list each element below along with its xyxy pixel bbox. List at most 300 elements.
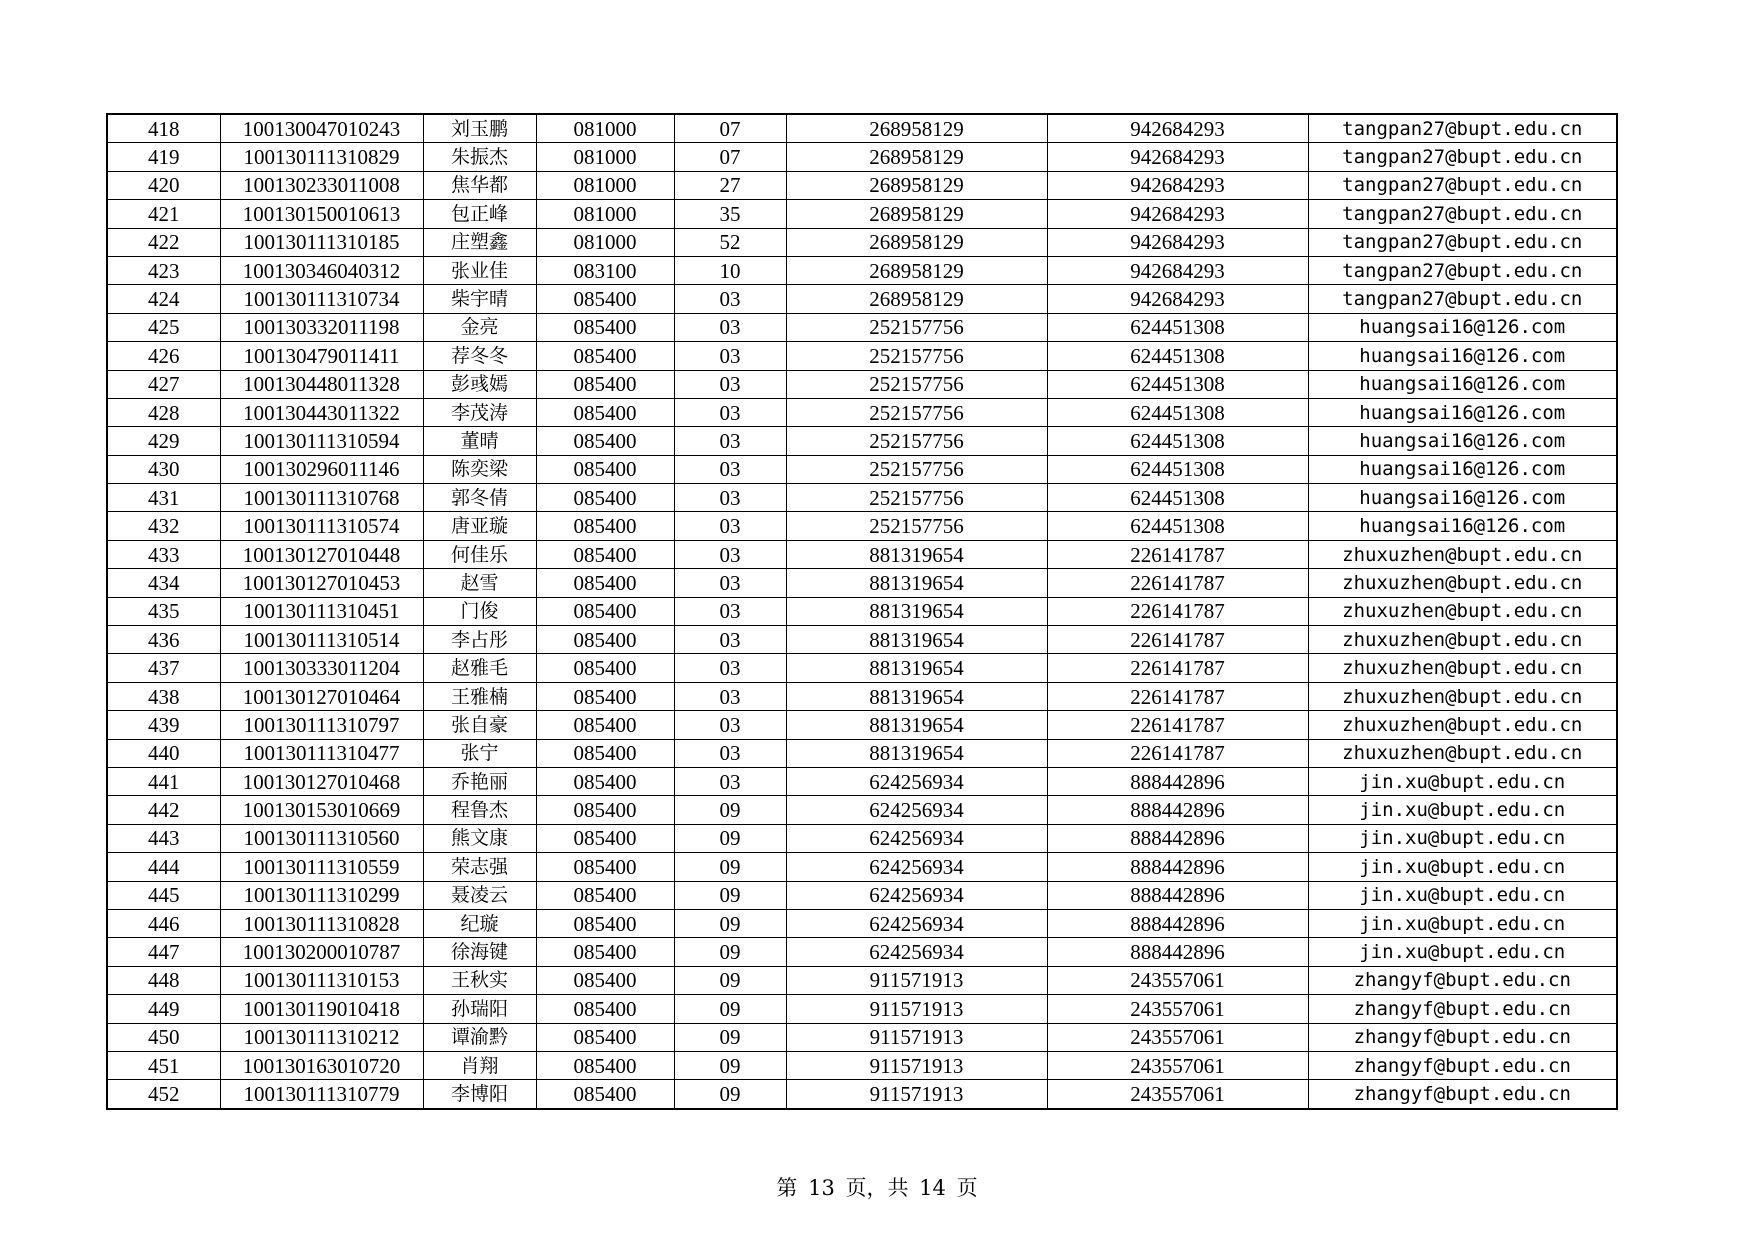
email-cell: zhuxuzhen@bupt.edu.cn — [1308, 540, 1617, 568]
direction-code-cell: 03 — [674, 370, 786, 398]
name-cell: 张业佳 — [423, 256, 536, 284]
contact-b-cell: 624451308 — [1047, 427, 1308, 455]
direction-code-cell: 09 — [674, 853, 786, 881]
table-row — [107, 484, 1617, 512]
table-row — [107, 256, 1617, 284]
name-cell: 陈奕梁 — [423, 455, 536, 483]
name-cell: 庄塑鑫 — [423, 228, 536, 256]
row-index-cell: 442 — [107, 796, 220, 824]
contact-a-cell: 911571913 — [786, 1080, 1047, 1109]
table-row — [107, 427, 1617, 455]
contact-a-cell: 624256934 — [786, 881, 1047, 909]
table-row — [107, 200, 1617, 228]
contact-b-cell: 942684293 — [1047, 200, 1308, 228]
candidate-id-cell: 100130111310574 — [220, 512, 423, 540]
name-cell: 程鲁杰 — [423, 796, 536, 824]
email-cell: tangpan27@bupt.edu.cn — [1308, 256, 1617, 284]
email-cell: jin.xu@bupt.edu.cn — [1308, 938, 1617, 966]
name-cell: 孙瑞阳 — [423, 995, 536, 1023]
table-row — [107, 512, 1617, 540]
row-index-cell: 433 — [107, 540, 220, 568]
major-code-cell: 085400 — [536, 540, 674, 568]
row-index-cell: 428 — [107, 398, 220, 426]
row-index-cell: 426 — [107, 342, 220, 370]
email-cell: zhuxuzhen@bupt.edu.cn — [1308, 654, 1617, 682]
candidate-id-cell: 100130233011008 — [220, 171, 423, 199]
major-code-cell: 085400 — [536, 512, 674, 540]
direction-code-cell: 09 — [674, 909, 786, 937]
contact-a-cell: 252157756 — [786, 370, 1047, 398]
contact-b-cell: 226141787 — [1047, 540, 1308, 568]
direction-code-cell: 03 — [674, 342, 786, 370]
direction-code-cell: 03 — [674, 427, 786, 455]
candidate-id-cell: 100130111310594 — [220, 427, 423, 455]
contact-b-cell: 624451308 — [1047, 313, 1308, 341]
direction-code-cell: 09 — [674, 966, 786, 994]
contact-a-cell: 624256934 — [786, 909, 1047, 937]
major-code-cell: 085400 — [536, 853, 674, 881]
row-index-cell: 441 — [107, 767, 220, 795]
contact-b-cell: 243557061 — [1047, 1051, 1308, 1079]
contact-a-cell: 911571913 — [786, 1051, 1047, 1079]
table-row — [107, 1051, 1617, 1079]
row-index-cell: 437 — [107, 654, 220, 682]
candidate-id-cell: 100130127010464 — [220, 682, 423, 710]
contact-a-cell: 624256934 — [786, 853, 1047, 881]
major-code-cell: 085400 — [536, 1080, 674, 1109]
email-cell: tangpan27@bupt.edu.cn — [1308, 114, 1617, 143]
major-code-cell: 085400 — [536, 626, 674, 654]
candidate-id-cell: 100130163010720 — [220, 1051, 423, 1079]
contact-b-cell: 624451308 — [1047, 484, 1308, 512]
email-cell: huangsai16@126.com — [1308, 455, 1617, 483]
email-cell: zhuxuzhen@bupt.edu.cn — [1308, 739, 1617, 767]
candidate-id-cell: 100130111310212 — [220, 1023, 423, 1051]
contact-b-cell: 888442896 — [1047, 853, 1308, 881]
contact-b-cell: 888442896 — [1047, 767, 1308, 795]
major-code-cell: 085400 — [536, 1023, 674, 1051]
table-row — [107, 966, 1617, 994]
direction-code-cell: 03 — [674, 540, 786, 568]
contact-a-cell: 268958129 — [786, 256, 1047, 284]
contact-b-cell: 226141787 — [1047, 682, 1308, 710]
name-cell: 肖翔 — [423, 1051, 536, 1079]
contact-a-cell: 881319654 — [786, 682, 1047, 710]
contact-b-cell: 624451308 — [1047, 370, 1308, 398]
table-row — [107, 313, 1617, 341]
name-cell: 赵雅毛 — [423, 654, 536, 682]
direction-code-cell: 03 — [674, 484, 786, 512]
major-code-cell: 085400 — [536, 398, 674, 426]
name-cell: 荣志强 — [423, 853, 536, 881]
major-code-cell: 085400 — [536, 881, 674, 909]
candidate-id-cell: 100130448011328 — [220, 370, 423, 398]
major-code-cell: 085400 — [536, 484, 674, 512]
direction-code-cell: 09 — [674, 1051, 786, 1079]
row-index-cell: 439 — [107, 711, 220, 739]
table-row — [107, 711, 1617, 739]
major-code-cell: 085400 — [536, 370, 674, 398]
contact-a-cell: 881319654 — [786, 626, 1047, 654]
direction-code-cell: 09 — [674, 1080, 786, 1109]
direction-code-cell: 35 — [674, 200, 786, 228]
major-code-cell: 085400 — [536, 824, 674, 852]
name-cell: 聂凌云 — [423, 881, 536, 909]
major-code-cell: 085400 — [536, 427, 674, 455]
direction-code-cell: 03 — [674, 569, 786, 597]
email-cell: zhangyf@bupt.edu.cn — [1308, 1080, 1617, 1109]
row-index-cell: 423 — [107, 256, 220, 284]
direction-code-cell: 03 — [674, 313, 786, 341]
major-code-cell: 085400 — [536, 313, 674, 341]
name-cell: 焦华都 — [423, 171, 536, 199]
candidate-id-cell: 100130111310299 — [220, 881, 423, 909]
row-index-cell: 429 — [107, 427, 220, 455]
major-code-cell: 083100 — [536, 256, 674, 284]
contact-a-cell: 881319654 — [786, 569, 1047, 597]
candidate-id-cell: 100130111310797 — [220, 711, 423, 739]
contact-a-cell: 911571913 — [786, 1023, 1047, 1051]
name-cell: 乔艳丽 — [423, 767, 536, 795]
contact-b-cell: 243557061 — [1047, 1023, 1308, 1051]
contact-b-cell: 942684293 — [1047, 171, 1308, 199]
table-row — [107, 540, 1617, 568]
table-body — [107, 114, 1617, 1109]
name-cell: 刘玉鹏 — [423, 114, 536, 143]
direction-code-cell: 03 — [674, 682, 786, 710]
name-cell: 荐冬冬 — [423, 342, 536, 370]
contact-a-cell: 252157756 — [786, 484, 1047, 512]
table-row — [107, 342, 1617, 370]
direction-code-cell: 09 — [674, 824, 786, 852]
row-index-cell: 443 — [107, 824, 220, 852]
direction-code-cell: 09 — [674, 1023, 786, 1051]
email-cell: huangsai16@126.com — [1308, 342, 1617, 370]
row-index-cell: 450 — [107, 1023, 220, 1051]
row-index-cell: 440 — [107, 739, 220, 767]
applicant-table — [106, 113, 1618, 1110]
table-row — [107, 682, 1617, 710]
contact-a-cell: 268958129 — [786, 143, 1047, 171]
major-code-cell: 085400 — [536, 966, 674, 994]
major-code-cell: 085400 — [536, 796, 674, 824]
name-cell: 王雅楠 — [423, 682, 536, 710]
name-cell: 金亮 — [423, 313, 536, 341]
contact-a-cell: 881319654 — [786, 654, 1047, 682]
email-cell: zhangyf@bupt.edu.cn — [1308, 995, 1617, 1023]
table-row — [107, 853, 1617, 881]
name-cell: 张宁 — [423, 739, 536, 767]
major-code-cell: 081000 — [536, 143, 674, 171]
candidate-id-cell: 100130111310828 — [220, 909, 423, 937]
contact-a-cell: 268958129 — [786, 171, 1047, 199]
direction-code-cell: 03 — [674, 512, 786, 540]
major-code-cell: 085400 — [536, 711, 674, 739]
email-cell: tangpan27@bupt.edu.cn — [1308, 143, 1617, 171]
name-cell: 李占彤 — [423, 626, 536, 654]
table-row — [107, 285, 1617, 313]
email-cell: tangpan27@bupt.edu.cn — [1308, 200, 1617, 228]
table-row — [107, 654, 1617, 682]
email-cell: zhuxuzhen@bupt.edu.cn — [1308, 682, 1617, 710]
candidate-id-cell: 100130333011204 — [220, 654, 423, 682]
direction-code-cell: 27 — [674, 171, 786, 199]
name-cell: 徐海键 — [423, 938, 536, 966]
contact-a-cell: 911571913 — [786, 966, 1047, 994]
contact-b-cell: 888442896 — [1047, 938, 1308, 966]
candidate-id-cell: 100130346040312 — [220, 256, 423, 284]
table-row — [107, 398, 1617, 426]
contact-b-cell: 942684293 — [1047, 143, 1308, 171]
row-index-cell: 435 — [107, 597, 220, 625]
table-row — [107, 938, 1617, 966]
table-row — [107, 171, 1617, 199]
major-code-cell: 085400 — [536, 739, 674, 767]
name-cell: 郭冬倩 — [423, 484, 536, 512]
contact-b-cell: 243557061 — [1047, 995, 1308, 1023]
candidate-id-cell: 100130150010613 — [220, 200, 423, 228]
candidate-id-cell: 100130119010418 — [220, 995, 423, 1023]
email-cell: jin.xu@bupt.edu.cn — [1308, 796, 1617, 824]
contact-a-cell: 252157756 — [786, 455, 1047, 483]
contact-b-cell: 888442896 — [1047, 909, 1308, 937]
name-cell: 张自豪 — [423, 711, 536, 739]
major-code-cell: 085400 — [536, 767, 674, 795]
name-cell: 何佳乐 — [423, 540, 536, 568]
major-code-cell: 085400 — [536, 569, 674, 597]
candidate-id-cell: 100130111310185 — [220, 228, 423, 256]
name-cell: 李茂涛 — [423, 398, 536, 426]
candidate-id-cell: 100130479011411 — [220, 342, 423, 370]
table-row — [107, 909, 1617, 937]
contact-a-cell: 624256934 — [786, 938, 1047, 966]
candidate-id-cell: 100130296011146 — [220, 455, 423, 483]
contact-a-cell: 252157756 — [786, 398, 1047, 426]
candidate-id-cell: 100130111310768 — [220, 484, 423, 512]
contact-a-cell: 268958129 — [786, 114, 1047, 143]
major-code-cell: 085400 — [536, 909, 674, 937]
direction-code-cell: 03 — [674, 285, 786, 313]
contact-a-cell: 268958129 — [786, 200, 1047, 228]
direction-code-cell: 10 — [674, 256, 786, 284]
contact-b-cell: 226141787 — [1047, 739, 1308, 767]
candidate-id-cell: 100130111310829 — [220, 143, 423, 171]
candidate-id-cell: 100130111310153 — [220, 966, 423, 994]
table-row — [107, 1080, 1617, 1109]
major-code-cell: 085400 — [536, 597, 674, 625]
email-cell: huangsai16@126.com — [1308, 398, 1617, 426]
major-code-cell: 081000 — [536, 228, 674, 256]
row-index-cell: 430 — [107, 455, 220, 483]
contact-a-cell: 268958129 — [786, 285, 1047, 313]
contact-a-cell: 881319654 — [786, 597, 1047, 625]
contact-b-cell: 226141787 — [1047, 711, 1308, 739]
row-index-cell: 422 — [107, 228, 220, 256]
contact-a-cell: 268958129 — [786, 228, 1047, 256]
direction-code-cell: 07 — [674, 143, 786, 171]
direction-code-cell: 09 — [674, 938, 786, 966]
direction-code-cell: 03 — [674, 739, 786, 767]
row-index-cell: 434 — [107, 569, 220, 597]
row-index-cell: 425 — [107, 313, 220, 341]
table-row — [107, 739, 1617, 767]
candidate-id-cell: 100130127010448 — [220, 540, 423, 568]
name-cell: 包正峰 — [423, 200, 536, 228]
table-row — [107, 626, 1617, 654]
candidate-id-cell: 100130153010669 — [220, 796, 423, 824]
direction-code-cell: 03 — [674, 767, 786, 795]
direction-code-cell: 03 — [674, 654, 786, 682]
contact-a-cell: 252157756 — [786, 427, 1047, 455]
direction-code-cell: 03 — [674, 455, 786, 483]
table-row — [107, 1023, 1617, 1051]
contact-b-cell: 226141787 — [1047, 626, 1308, 654]
email-cell: zhangyf@bupt.edu.cn — [1308, 1023, 1617, 1051]
contact-a-cell: 881319654 — [786, 540, 1047, 568]
email-cell: jin.xu@bupt.edu.cn — [1308, 824, 1617, 852]
direction-code-cell: 09 — [674, 995, 786, 1023]
email-cell: huangsai16@126.com — [1308, 427, 1617, 455]
row-index-cell: 446 — [107, 909, 220, 937]
row-index-cell: 427 — [107, 370, 220, 398]
row-index-cell: 424 — [107, 285, 220, 313]
contact-a-cell: 252157756 — [786, 313, 1047, 341]
contact-b-cell: 624451308 — [1047, 342, 1308, 370]
candidate-id-cell: 100130332011198 — [220, 313, 423, 341]
row-index-cell: 448 — [107, 966, 220, 994]
row-index-cell: 421 — [107, 200, 220, 228]
major-code-cell: 085400 — [536, 285, 674, 313]
candidate-id-cell: 100130111310734 — [220, 285, 423, 313]
table-row — [107, 824, 1617, 852]
contact-b-cell: 942684293 — [1047, 114, 1308, 143]
email-cell: jin.xu@bupt.edu.cn — [1308, 767, 1617, 795]
contact-b-cell: 226141787 — [1047, 569, 1308, 597]
contact-b-cell: 226141787 — [1047, 597, 1308, 625]
row-index-cell: 431 — [107, 484, 220, 512]
name-cell: 唐亚璇 — [423, 512, 536, 540]
email-cell: jin.xu@bupt.edu.cn — [1308, 881, 1617, 909]
table-row — [107, 569, 1617, 597]
direction-code-cell: 03 — [674, 711, 786, 739]
candidate-id-cell: 100130047010243 — [220, 114, 423, 143]
contact-a-cell: 624256934 — [786, 796, 1047, 824]
email-cell: tangpan27@bupt.edu.cn — [1308, 228, 1617, 256]
direction-code-cell: 03 — [674, 626, 786, 654]
contact-b-cell: 942684293 — [1047, 285, 1308, 313]
name-cell: 董晴 — [423, 427, 536, 455]
direction-code-cell: 09 — [674, 881, 786, 909]
contact-b-cell: 942684293 — [1047, 228, 1308, 256]
contact-b-cell: 888442896 — [1047, 881, 1308, 909]
name-cell: 谭渝黔 — [423, 1023, 536, 1051]
major-code-cell: 085400 — [536, 455, 674, 483]
major-code-cell: 085400 — [536, 682, 674, 710]
contact-b-cell: 226141787 — [1047, 654, 1308, 682]
direction-code-cell: 09 — [674, 796, 786, 824]
candidate-id-cell: 100130443011322 — [220, 398, 423, 426]
name-cell: 王秋实 — [423, 966, 536, 994]
email-cell: zhuxuzhen@bupt.edu.cn — [1308, 711, 1617, 739]
contact-a-cell: 252157756 — [786, 512, 1047, 540]
row-index-cell: 445 — [107, 881, 220, 909]
table-row — [107, 114, 1617, 143]
name-cell: 李博阳 — [423, 1080, 536, 1109]
contact-a-cell: 624256934 — [786, 767, 1047, 795]
table-row — [107, 143, 1617, 171]
contact-a-cell: 252157756 — [786, 342, 1047, 370]
page-number-footer: 第 13 页，共 14 页 — [776, 1176, 978, 1200]
major-code-cell: 085400 — [536, 342, 674, 370]
row-index-cell: 420 — [107, 171, 220, 199]
candidate-id-cell: 100130111310779 — [220, 1080, 423, 1109]
name-cell: 熊文康 — [423, 824, 536, 852]
candidate-id-cell: 100130127010453 — [220, 569, 423, 597]
name-cell: 门俊 — [423, 597, 536, 625]
table-row — [107, 796, 1617, 824]
contact-b-cell: 243557061 — [1047, 966, 1308, 994]
major-code-cell: 085400 — [536, 938, 674, 966]
row-index-cell: 452 — [107, 1080, 220, 1109]
table-row — [107, 767, 1617, 795]
contact-b-cell: 888442896 — [1047, 796, 1308, 824]
table-row — [107, 597, 1617, 625]
email-cell: zhuxuzhen@bupt.edu.cn — [1308, 597, 1617, 625]
candidate-id-cell: 100130111310451 — [220, 597, 423, 625]
email-cell: zhuxuzhen@bupt.edu.cn — [1308, 626, 1617, 654]
name-cell: 彭彧嫣 — [423, 370, 536, 398]
email-cell: tangpan27@bupt.edu.cn — [1308, 285, 1617, 313]
row-index-cell: 432 — [107, 512, 220, 540]
candidate-id-cell: 100130200010787 — [220, 938, 423, 966]
major-code-cell: 081000 — [536, 200, 674, 228]
direction-code-cell: 03 — [674, 398, 786, 426]
row-index-cell: 438 — [107, 682, 220, 710]
direction-code-cell: 03 — [674, 597, 786, 625]
email-cell: tangpan27@bupt.edu.cn — [1308, 171, 1617, 199]
email-cell: huangsai16@126.com — [1308, 370, 1617, 398]
direction-code-cell: 07 — [674, 114, 786, 143]
major-code-cell: 085400 — [536, 995, 674, 1023]
email-cell: zhuxuzhen@bupt.edu.cn — [1308, 569, 1617, 597]
table-row — [107, 881, 1617, 909]
table-row — [107, 228, 1617, 256]
name-cell: 朱振杰 — [423, 143, 536, 171]
name-cell: 柴宇晴 — [423, 285, 536, 313]
email-cell: huangsai16@126.com — [1308, 484, 1617, 512]
major-code-cell: 085400 — [536, 1051, 674, 1079]
table-row — [107, 995, 1617, 1023]
candidate-id-cell: 100130111310514 — [220, 626, 423, 654]
table-row — [107, 370, 1617, 398]
email-cell: huangsai16@126.com — [1308, 313, 1617, 341]
row-index-cell: 449 — [107, 995, 220, 1023]
email-cell: zhangyf@bupt.edu.cn — [1308, 966, 1617, 994]
name-cell: 赵雪 — [423, 569, 536, 597]
contact-b-cell: 888442896 — [1047, 824, 1308, 852]
contact-a-cell: 911571913 — [786, 995, 1047, 1023]
table-row — [107, 455, 1617, 483]
contact-b-cell: 942684293 — [1047, 256, 1308, 284]
row-index-cell: 444 — [107, 853, 220, 881]
major-code-cell: 081000 — [536, 171, 674, 199]
row-index-cell: 418 — [107, 114, 220, 143]
candidate-id-cell: 100130111310559 — [220, 853, 423, 881]
row-index-cell: 436 — [107, 626, 220, 654]
contact-a-cell: 881319654 — [786, 711, 1047, 739]
candidate-id-cell: 100130127010468 — [220, 767, 423, 795]
email-cell: jin.xu@bupt.edu.cn — [1308, 909, 1617, 937]
